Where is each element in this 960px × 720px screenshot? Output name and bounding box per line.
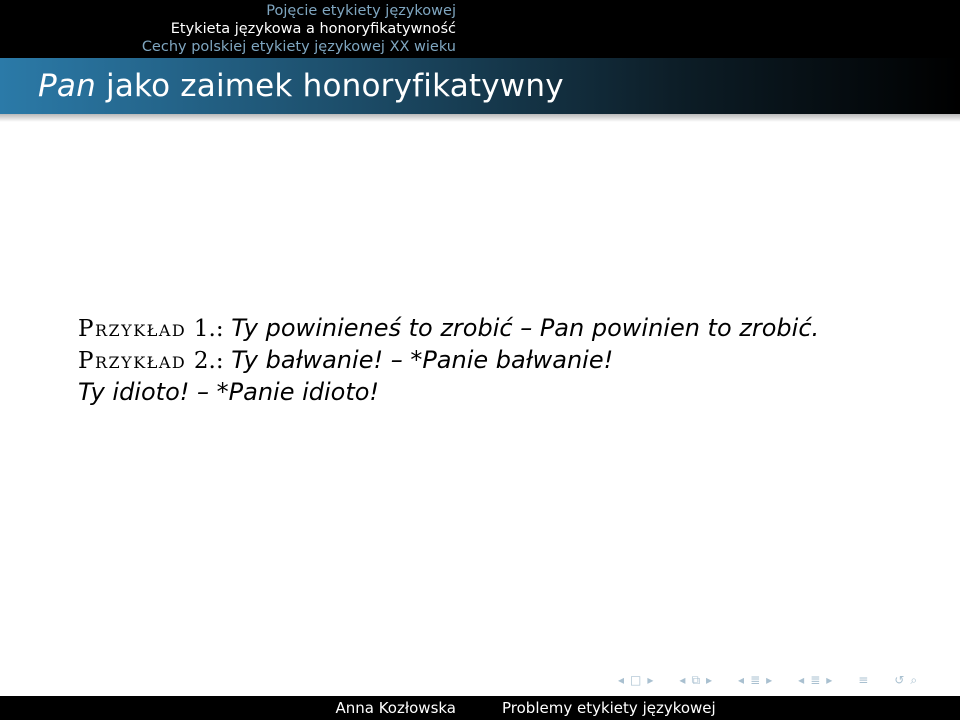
example-1: [78, 312, 938, 344]
frame-title: [38, 68, 564, 104]
nav-subsection-icon[interactable]: ⧉: [691, 672, 701, 687]
section-link-3[interactable]: Cechy polskiej etykiety językowej XX wieku: [141, 39, 456, 55]
frame-title-shadow: [0, 114, 960, 122]
nav-back-icon[interactable]: ↺: [894, 673, 905, 687]
nav-next-section-icon[interactable]: ▸: [766, 673, 773, 687]
section-link-2[interactable]: Etykieta językowa a honoryfikatywność: [170, 21, 456, 37]
nav-next-frame-icon[interactable]: ▸: [647, 673, 654, 687]
section-navigation: [0, 0, 480, 58]
nav-search-icon[interactable]: ⌕: [910, 672, 918, 687]
nav-slide-icon[interactable]: ≣: [810, 673, 821, 687]
frame-title-italic: Pan: [38, 68, 96, 104]
slide-body: [78, 312, 938, 408]
example-2-text: Ty bałwanie! – *Panie bałwanie!: [231, 346, 614, 374]
section-link-1[interactable]: Pojęcie etykiety językowej: [266, 3, 456, 19]
example-2-continuation: [78, 376, 938, 408]
example-2-cont-text: Ty idioto! – *Panie idioto!: [78, 378, 380, 406]
example-1-text: Ty powinieneś to zrobić – Pan powinien to zrobić.: [231, 314, 820, 342]
beamer-navigation-symbols: [618, 670, 917, 690]
footline: [0, 696, 960, 720]
nav-prev-frame-icon[interactable]: ◂: [618, 673, 625, 687]
nav-prev-slide-icon[interactable]: ◂: [798, 673, 805, 687]
example-1-label: Przykład: [78, 316, 187, 342]
headline-right: [480, 0, 960, 58]
nav-next-slide-icon[interactable]: ▸: [826, 673, 833, 687]
nav-prev-section-icon[interactable]: ◂: [738, 673, 745, 687]
example-2-label: Przykład: [78, 348, 187, 374]
nav-next-subsection-icon[interactable]: ▸: [706, 673, 713, 687]
example-2: [78, 344, 938, 376]
nav-align-icon[interactable]: ≡: [858, 673, 869, 687]
footer-title: Problemy etykiety językowej: [480, 696, 960, 720]
nav-frame-icon[interactable]: □: [630, 673, 642, 687]
footer-author: Anna Kozłowska: [0, 696, 480, 720]
frame-title-bar: [0, 58, 960, 114]
nav-section-icon[interactable]: ≣: [750, 673, 761, 687]
frame-title-rest: jako zaimek honoryfikatywny: [95, 68, 564, 104]
nav-prev-subsection-icon[interactable]: ◂: [679, 673, 686, 687]
example-1-number: 1.:: [193, 316, 224, 342]
example-2-number: 2.:: [193, 348, 224, 374]
